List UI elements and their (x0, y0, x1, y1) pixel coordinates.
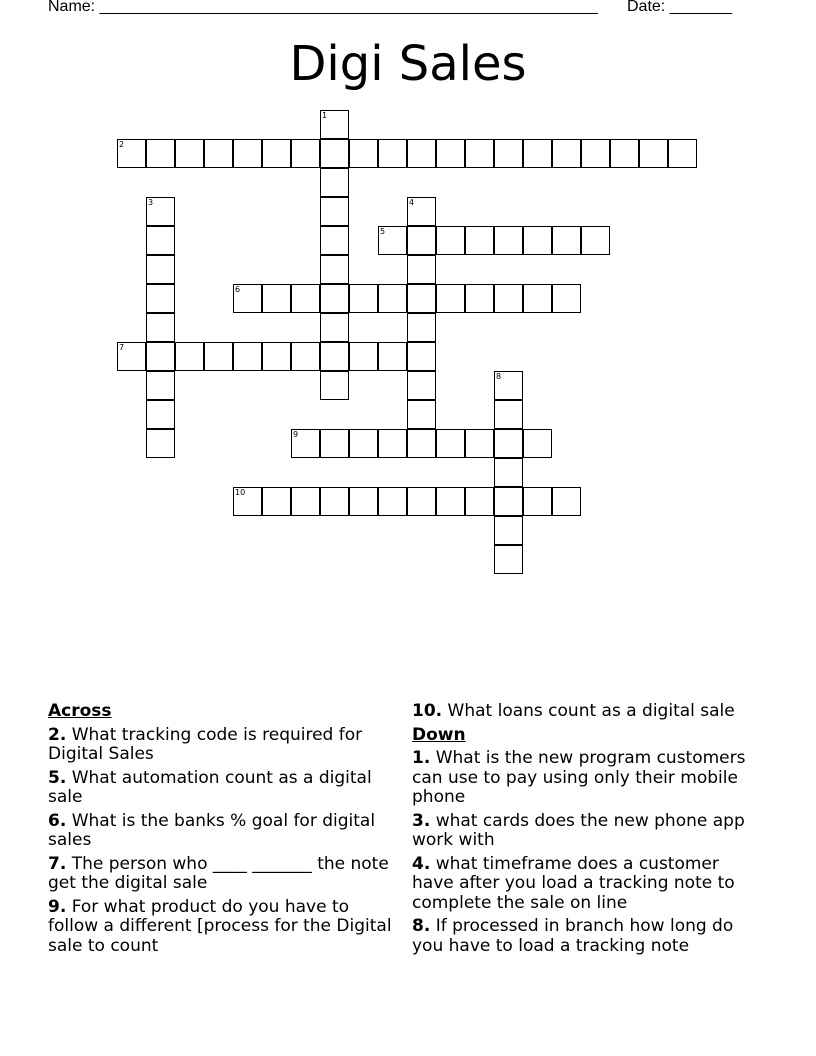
clue-text: What automation count as a digital sale (48, 767, 372, 807)
clue-text: What tracking code is required for Digital Sales (48, 724, 363, 764)
grid-cell (233, 284, 262, 313)
clue-number: 7. (48, 853, 67, 874)
clue-text: For what product do you have to follow a different [process for the Digital sale to count (48, 896, 392, 956)
clue-down-1 (412, 749, 762, 808)
clue-text: What is the new program customers can use to pay using only their mobile phone (412, 748, 746, 807)
grid-cell (146, 429, 175, 458)
grid-cell (320, 284, 349, 313)
grid-cell (407, 371, 436, 400)
clue-number: 6. (48, 810, 67, 831)
grid-cell (146, 197, 175, 226)
grid-cell (494, 545, 523, 574)
grid-cell (378, 284, 407, 313)
grid-cell (465, 284, 494, 313)
grid-cell (146, 313, 175, 342)
grid-cell (320, 255, 349, 284)
grid-cell (552, 284, 581, 313)
grid-cell (233, 139, 262, 168)
grid-cell (494, 139, 523, 168)
grid-cell (523, 429, 552, 458)
grid-cell (668, 139, 697, 168)
grid-cell (523, 226, 552, 255)
grid-cell (436, 226, 465, 255)
grid-cell (146, 284, 175, 313)
grid-cell (494, 487, 523, 516)
grid-cell (610, 139, 639, 168)
clue-across-5 (48, 769, 398, 808)
grid-cell (407, 313, 436, 342)
grid-cell (349, 429, 378, 458)
grid-cell (146, 226, 175, 255)
clue-down-8 (412, 917, 762, 956)
grid-cell (146, 400, 175, 429)
grid-cell (117, 139, 146, 168)
grid-cell (552, 487, 581, 516)
grid-cell (378, 429, 407, 458)
grid-cell (378, 487, 407, 516)
clue-text: What is the banks % goal for digital sales (48, 810, 376, 850)
grid-cell (291, 429, 320, 458)
grid-cell (320, 342, 349, 371)
grid-cell (465, 487, 494, 516)
grid-cell (494, 371, 523, 400)
grid-cell (494, 400, 523, 429)
clue-number: 10. (412, 701, 443, 721)
grid-cell (639, 139, 668, 168)
clue-text: what timeframe does a customer have after you load a tracking note to complete the sale on line (412, 853, 735, 913)
clue-down-4 (412, 855, 762, 914)
grid-cell (233, 342, 262, 371)
grid-cell (204, 342, 233, 371)
down-heading: Down (412, 724, 466, 745)
clue-number: 3. (412, 810, 431, 831)
grid-cell (349, 284, 378, 313)
clue-text: The person who ____ _______ the note get the digital sale (48, 853, 389, 893)
grid-cell (320, 110, 349, 139)
grid-cell (146, 342, 175, 371)
name-field: Name: ________________________________________________________ (48, 0, 598, 15)
grid-cell (233, 487, 262, 516)
cell-number: 1 (322, 111, 328, 120)
grid-cell (494, 429, 523, 458)
clue-number: 9. (48, 896, 67, 917)
grid-cell (117, 342, 146, 371)
grid-cell (581, 226, 610, 255)
grid-cell (262, 342, 291, 371)
across-heading: Across (48, 701, 112, 721)
cell-number: 2 (119, 140, 125, 149)
grid-cell (523, 284, 552, 313)
grid-cell (465, 226, 494, 255)
cell-number: 3 (148, 198, 154, 207)
grid-cell (407, 284, 436, 313)
grid-cell (291, 284, 320, 313)
cell-number: 8 (496, 372, 502, 381)
grid-cell (349, 487, 378, 516)
grid-cell (291, 342, 320, 371)
clue-number: 4. (412, 853, 431, 874)
grid-cell (407, 342, 436, 371)
grid-cell (407, 487, 436, 516)
grid-cell (175, 342, 204, 371)
grid-cell (436, 284, 465, 313)
grid-cell (581, 139, 610, 168)
grid-cell (320, 226, 349, 255)
grid-cell (552, 139, 581, 168)
grid-cell (407, 139, 436, 168)
grid-cell (349, 139, 378, 168)
clue-number: 8. (412, 916, 431, 936)
grid-cell (320, 313, 349, 342)
cell-number: 7 (119, 343, 125, 352)
grid-cell (378, 342, 407, 371)
grid-cell (523, 487, 552, 516)
grid-cell (262, 139, 291, 168)
grid-cell (320, 139, 349, 168)
date-field: Date: _______ (627, 0, 732, 15)
grid-cell (320, 487, 349, 516)
clues-right-column (412, 702, 762, 960)
clue-across-2 (48, 726, 398, 765)
grid-cell (146, 371, 175, 400)
grid-cell (204, 139, 233, 168)
clues-left-column (48, 702, 398, 960)
grid-cell (494, 226, 523, 255)
clue-across-6 (48, 812, 398, 851)
clue-number: 1. (412, 748, 431, 768)
grid-cell (523, 139, 552, 168)
grid-cell (465, 139, 494, 168)
cell-number: 6 (235, 285, 241, 294)
grid-cell (494, 284, 523, 313)
grid-cell (146, 255, 175, 284)
grid-cell (407, 400, 436, 429)
puzzle-title: Digi Sales (289, 36, 527, 92)
grid-cell (320, 168, 349, 197)
grid-cell (407, 197, 436, 226)
grid-cell (407, 226, 436, 255)
grid-cell (407, 255, 436, 284)
grid-cell (349, 342, 378, 371)
grid-cell (320, 371, 349, 400)
clue-number: 2. (48, 724, 67, 745)
cell-number: 4 (409, 198, 415, 207)
grid-cell (436, 139, 465, 168)
grid-cell (436, 487, 465, 516)
grid-cell (494, 458, 523, 487)
grid-cell (378, 139, 407, 168)
grid-cell (262, 284, 291, 313)
clue-across-9 (48, 898, 398, 957)
grid-cell (378, 226, 407, 255)
clue-across-7 (48, 855, 398, 894)
grid-cell (175, 139, 204, 168)
grid-cell (436, 429, 465, 458)
clue-number: 5. (48, 767, 67, 788)
grid-cell (291, 139, 320, 168)
grid-cell (262, 487, 291, 516)
grid-cell (407, 429, 436, 458)
clue-text: what cards does the new phone app work with (412, 810, 745, 850)
clue-down-3 (412, 812, 762, 851)
grid-cell (291, 487, 320, 516)
clue-text: If processed in branch how long do you have to load a tracking note (412, 916, 734, 956)
clue-text: What loans count as a digital sale (447, 701, 735, 721)
cell-number: 10 (235, 488, 246, 497)
grid-cell (146, 139, 175, 168)
grid-cell (465, 429, 494, 458)
grid-cell (552, 226, 581, 255)
cell-number: 9 (293, 430, 299, 439)
grid-cell (320, 197, 349, 226)
clue-across-10 (412, 702, 762, 722)
grid-cell (320, 429, 349, 458)
grid-cell (494, 516, 523, 545)
cell-number: 5 (380, 227, 386, 236)
